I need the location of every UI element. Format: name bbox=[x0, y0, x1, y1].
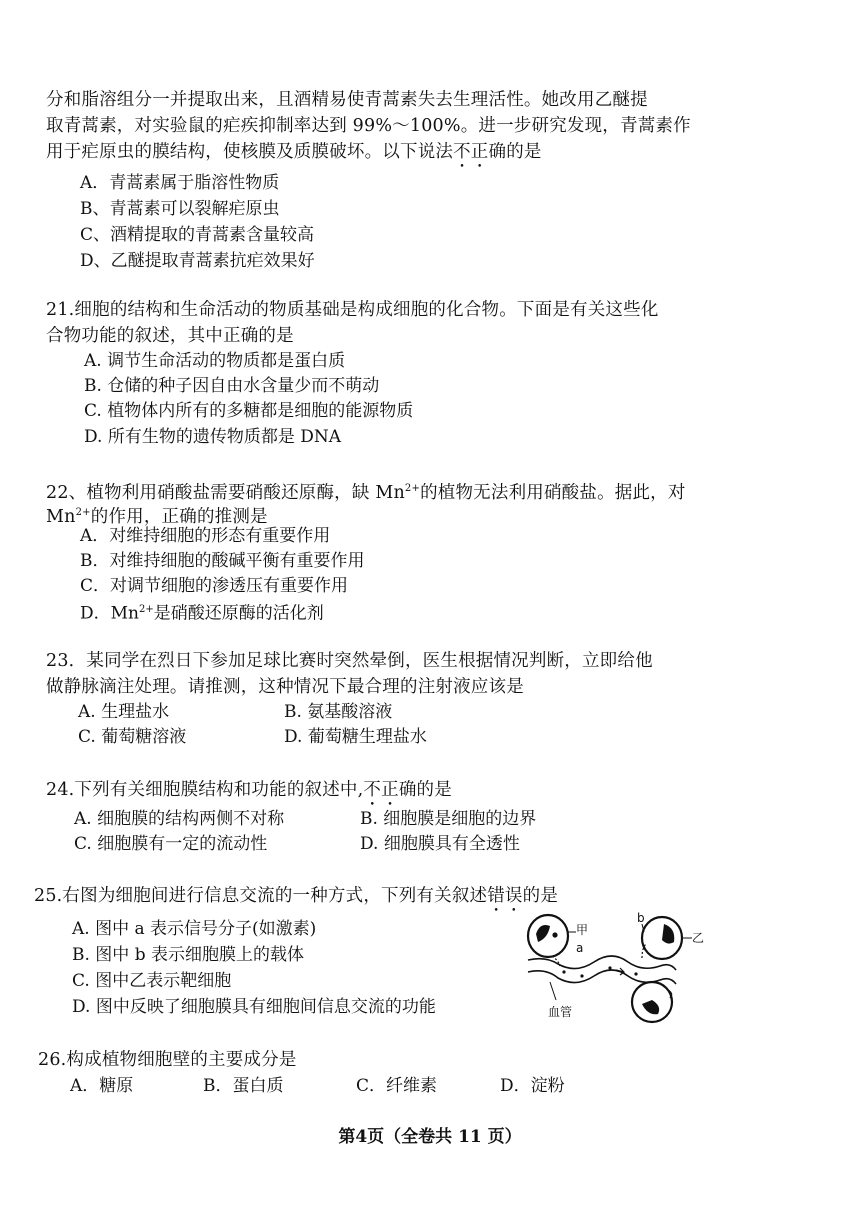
q24-stem bbox=[46, 778, 452, 810]
q24-option-c: C. 细胞膜有一定的流动性 bbox=[74, 834, 268, 854]
blood-vessel-icon bbox=[528, 956, 676, 984]
q25-emphasis: 错误 bbox=[487, 886, 523, 906]
q22-stem-1-post: 的植物无法利用硝酸盐。据此，对 bbox=[420, 482, 686, 503]
q22-charge-1: 2+ bbox=[404, 483, 421, 494]
q22-stem-1-pre: 22、植物利用硝酸盐需要硝酸还原酶，缺 Mn bbox=[46, 482, 405, 503]
q21-option-d: D. 所有生物的遗传物质都是 DNA bbox=[84, 427, 342, 447]
q24-emphasis: 不正 bbox=[363, 780, 399, 800]
q25-option-c: C. 图中乙表示靶细胞 bbox=[72, 971, 232, 991]
q22-option-d-post: 是硝酸还原酶的活化剂 bbox=[153, 603, 324, 624]
q25-stem bbox=[34, 884, 558, 916]
q26-option-a: A．糖原 bbox=[70, 1076, 134, 1096]
q22-charge-2: 2+ bbox=[75, 507, 91, 518]
q26-stem: 26.构成植物细胞壁的主要成分是 bbox=[38, 1050, 297, 1070]
q22-stem-2-pre: Mn bbox=[46, 506, 76, 527]
intro-option-d: D、乙醚提取青蒿素抗疟效果好 bbox=[80, 251, 315, 271]
q22-option-c: C．对调节细胞的渗透压有重要作用 bbox=[80, 576, 349, 596]
q22-option-b: B．对维持细胞的酸碱平衡有重要作用 bbox=[80, 551, 365, 571]
q21-option-a: A. 调节生命活动的物质都是蛋白质 bbox=[84, 351, 346, 371]
q22-charge-3: 2+ bbox=[139, 604, 154, 615]
intro-option-a: A．青蒿素属于脂溶性物质 bbox=[80, 173, 280, 193]
q23-option-b: B. 氨基酸溶液 bbox=[284, 702, 393, 722]
label-vessel: 血管 bbox=[548, 1005, 573, 1019]
q23-option-d: D. 葡萄糖生理盐水 bbox=[284, 727, 427, 747]
q26-option-d: D．淀粉 bbox=[500, 1076, 565, 1096]
q26-option-b: B．蛋白质 bbox=[203, 1076, 284, 1096]
q25-option-d: D. 图中反映了细胞膜具有细胞间信息交流的功能 bbox=[72, 997, 436, 1017]
q24-option-a: A. 细胞膜的结构两侧不对称 bbox=[74, 809, 285, 829]
q25-stem-pre: 25.右图为细胞间进行信息交流的一种方式，下列有关叙述 bbox=[34, 886, 488, 906]
q25-tail: 的是 bbox=[522, 886, 559, 906]
intro-line-2: 取青蒿素，对实验鼠的疟疾抑制率达到 99%～100%。进一步研究发现，青蒿素作 bbox=[46, 116, 691, 136]
q25-option-b: B. 图中 b 表示细胞膜上的载体 bbox=[72, 945, 304, 965]
lower-cell-icon bbox=[632, 982, 672, 1022]
intro-option-b: B、青蒿素可以裂解疟原虫 bbox=[80, 199, 280, 219]
q21-option-b: B. 仓储的种子因自由水含量少而不萌动 bbox=[84, 376, 380, 396]
q23-option-c: C. 葡萄糖溶液 bbox=[78, 727, 187, 747]
label-yi: 乙 bbox=[692, 931, 705, 945]
q21-stem-line-1: 21.细胞的结构和生命活动的物质基础是构成细胞的化合物。下面是有关这些化 bbox=[46, 300, 659, 320]
q22-option-a: A．对维持细胞的形态有重要作用 bbox=[80, 526, 331, 546]
page-footer: 第4页（全卷共 11 页） bbox=[338, 1127, 522, 1147]
q22-stem-2-post: 的作用，正确的推测是 bbox=[90, 506, 268, 527]
q25-option-a: A. 图中 a 表示信号分子(如激素) bbox=[72, 919, 317, 939]
q26-option-c: C．纤维素 bbox=[356, 1076, 438, 1096]
intro-line-3-text: 用于疟原虫的膜结构，使核膜及质膜破坏。以下说法 bbox=[46, 142, 454, 162]
label-jia: 甲 bbox=[576, 923, 589, 937]
q21-stem-line-2: 合物功能的叙述，其中正确的是 bbox=[46, 326, 294, 346]
cell-jia-icon bbox=[528, 915, 568, 957]
intro-tail: 确的是 bbox=[488, 142, 542, 162]
q24-tail: 确的是 bbox=[398, 780, 452, 800]
cell-yi-icon bbox=[642, 917, 682, 959]
q24-stem-pre: 24.下列有关细胞膜结构和功能的叙述中, bbox=[46, 780, 364, 800]
label-b: b bbox=[637, 911, 645, 925]
q23-option-a: A. 生理盐水 bbox=[78, 702, 170, 722]
q23-stem-line-2: 做静脉滴注处理。请推测，这种情况下最合理的注射液应该是 bbox=[46, 677, 524, 697]
q23-stem-line-1: 23．某同学在烈日下参加足球比赛时突然晕倒，医生根据情况判断，立即给他 bbox=[46, 651, 653, 671]
intro-emphasis: 不正 bbox=[453, 142, 489, 162]
label-a: a bbox=[576, 941, 584, 955]
q22-option-d bbox=[80, 598, 324, 626]
q24-option-b: B. 细胞膜是细胞的边界 bbox=[360, 809, 537, 829]
q25-signal-diagram bbox=[524, 908, 720, 1028]
q21-option-c: C. 植物体内所有的多糖都是细胞的能源物质 bbox=[84, 401, 414, 421]
intro-line-3 bbox=[46, 140, 542, 172]
q24-option-d: D. 细胞膜具有全透性 bbox=[360, 834, 520, 854]
q22-option-d-pre: D．Mn bbox=[80, 603, 139, 624]
intro-option-c: C、酒精提取的青蒿素含量较高 bbox=[80, 225, 315, 245]
intro-line-1: 分和脂溶组分一并提取出来，且酒精易使青蒿素失去生理活性。她改用乙醚提 bbox=[46, 90, 648, 110]
